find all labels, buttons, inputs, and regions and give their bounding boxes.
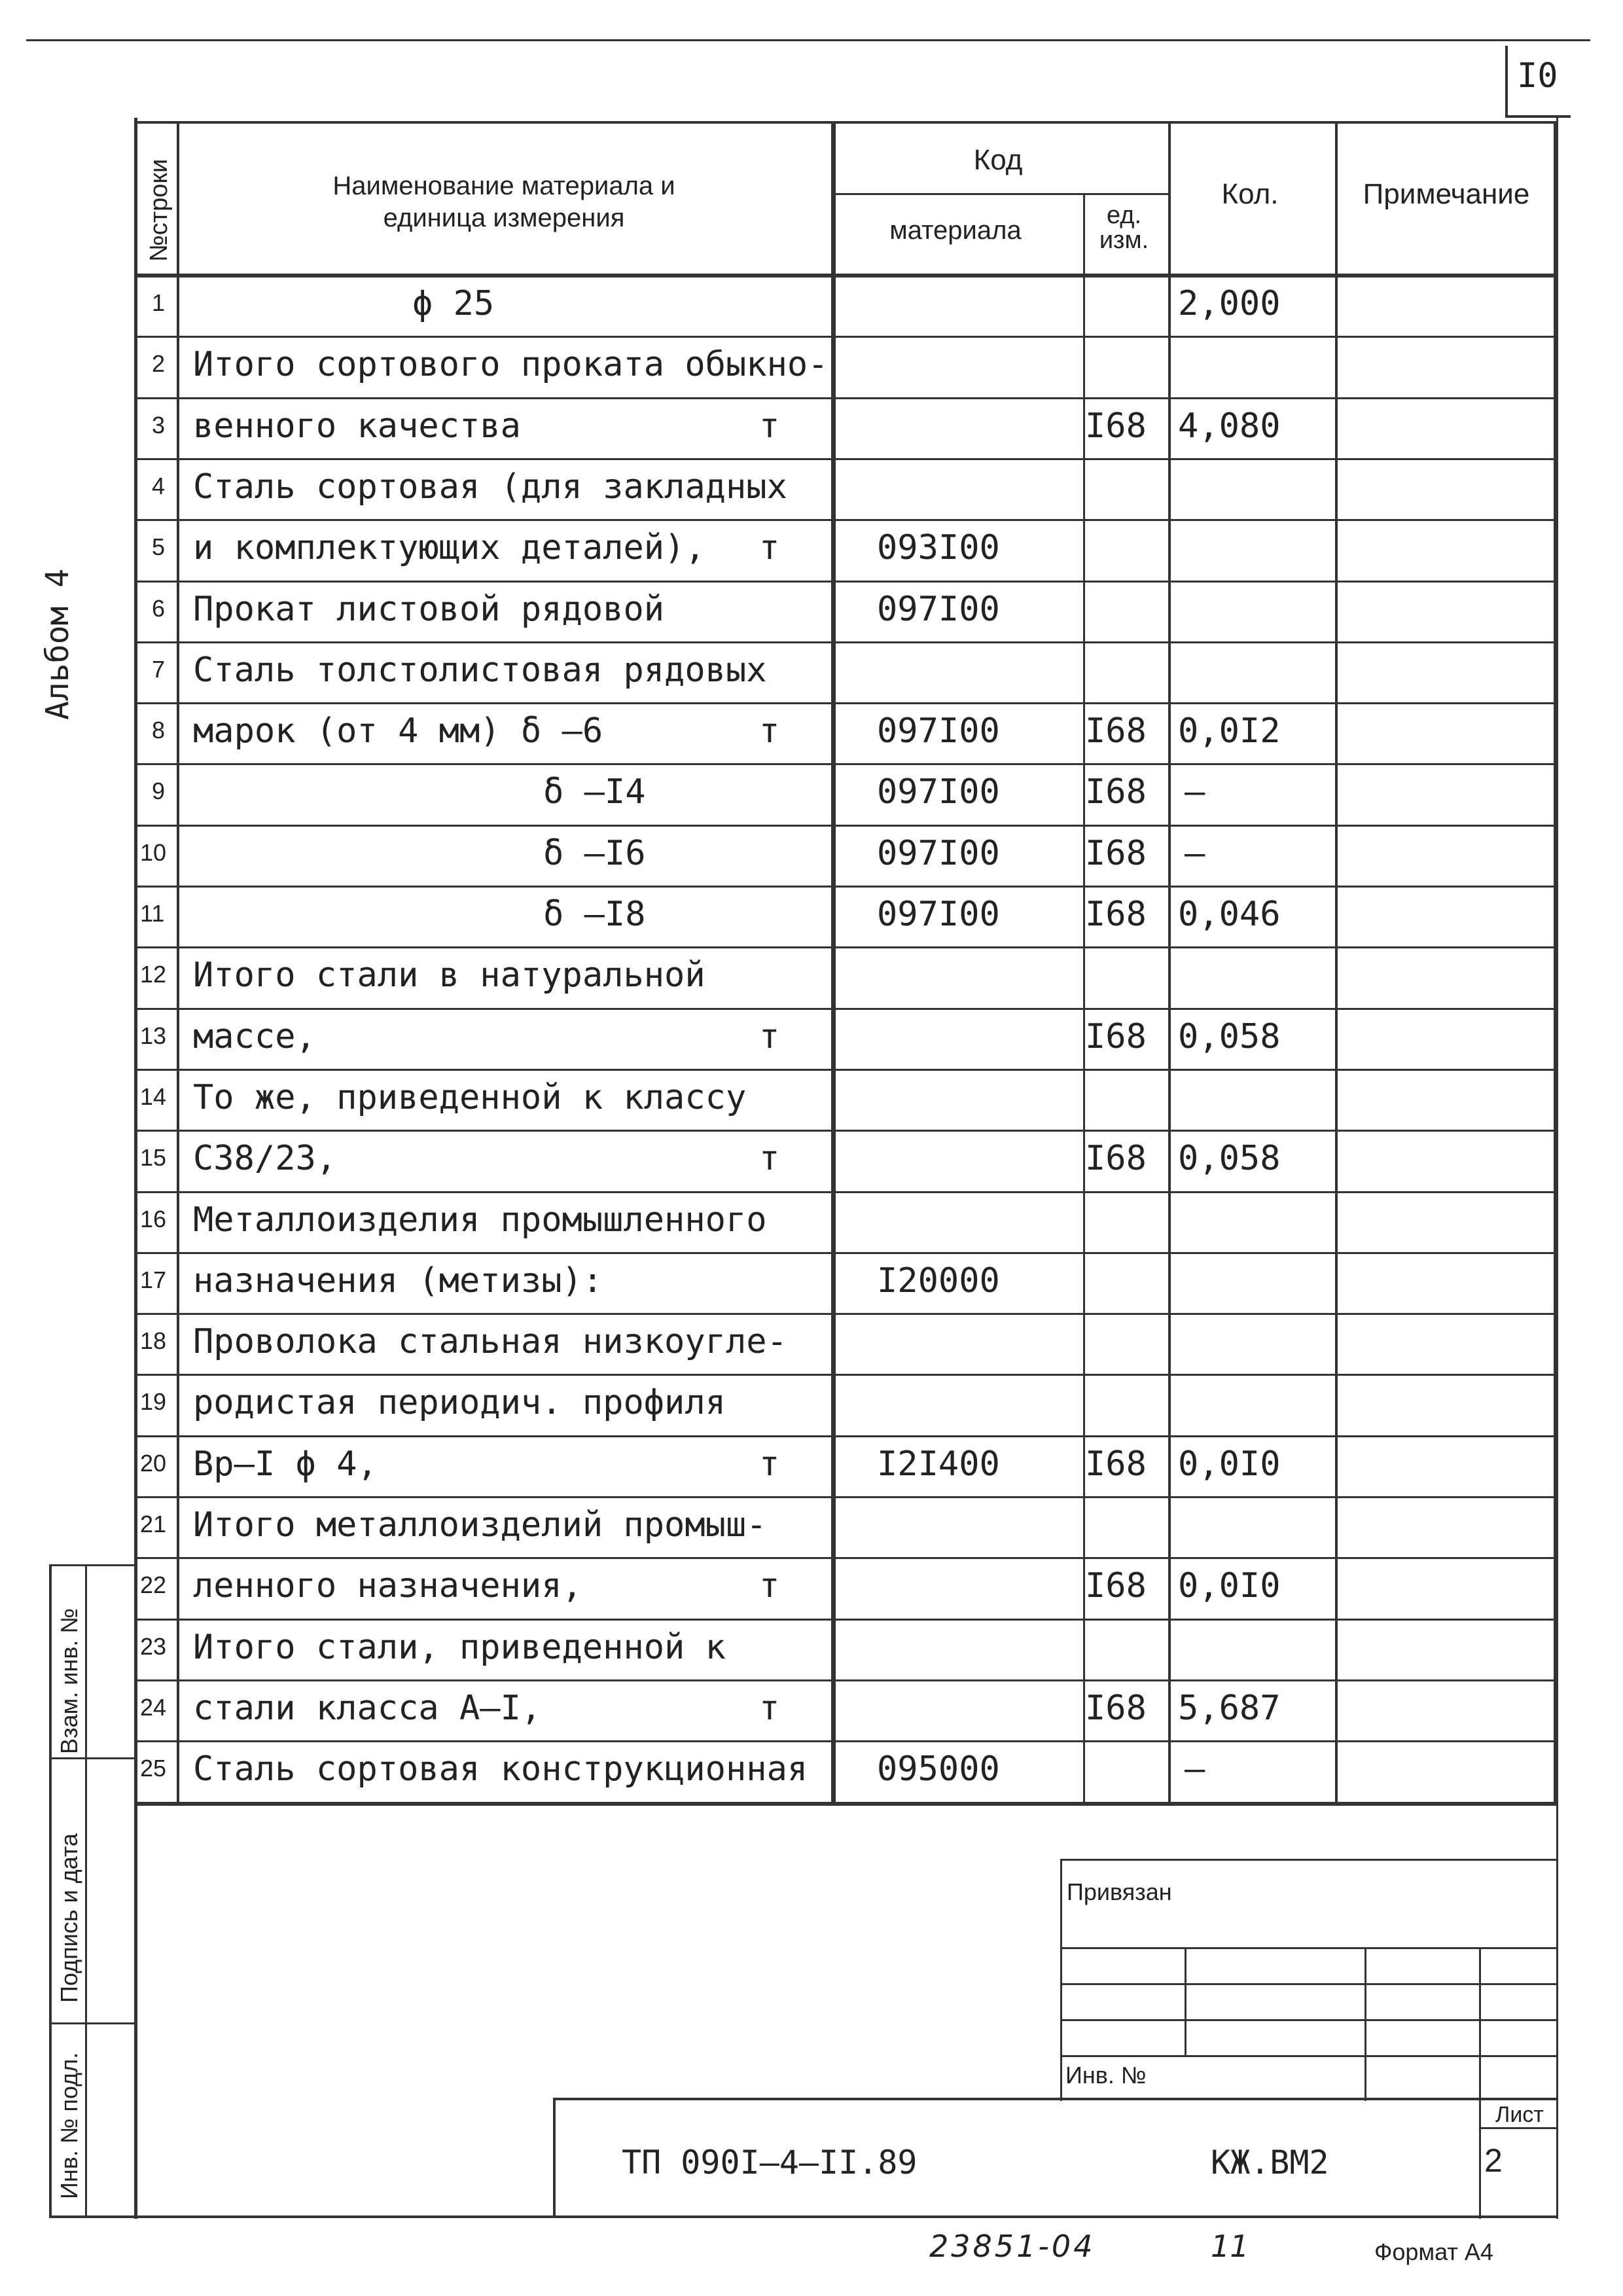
stamp-main-left [553,2098,556,2215]
row-quantity: 2,000 [1178,284,1281,323]
row-unit-suffix: т [759,1566,780,1606]
row-number: 14 [140,1083,167,1110]
row-name: Сталь сортовая (для закладных [193,467,787,507]
row-name: Сталь сортовая конструкционная [193,1749,808,1789]
header-name [180,171,828,233]
row-name: Итого стали, приведенной к [193,1627,726,1667]
stamp-line-2 [1060,1983,1558,1985]
row-unit-code: I68 [1085,1139,1147,1179]
row-unit-code: I68 [1085,1016,1147,1056]
side-split-1 [49,1757,137,1759]
row-quantity: 5,687 [1178,1688,1281,1728]
row-number: 25 [140,1755,167,1782]
side-sign-label: Подпись и дата [56,1833,82,2003]
row-number: 16 [140,1205,167,1232]
footer-format: Формат А4 [1374,2238,1493,2265]
row-name: Проволока стальная низкоугле- [193,1322,787,1362]
row-name: массе, [193,1016,316,1056]
row-unit-suffix: т [759,406,780,446]
grid-col-material [831,121,836,1802]
row-number: 19 [140,1388,167,1416]
row-number: 13 [140,1022,167,1049]
stamp-inv-no: Инв. № [1065,2062,1147,2089]
row-name: То же, приведенной к классу [193,1077,747,1117]
row-name: Итого сортового проката обыкно- [193,345,829,385]
row-quantity: 0,058 [1178,1139,1281,1179]
grid-row-line [137,825,1558,827]
row-name: назначения (метизы): [193,1261,603,1300]
row-number: 9 [152,778,166,805]
row-number: 8 [152,717,166,744]
side-col-left [49,1564,52,2215]
grid-row-line [137,1435,1558,1437]
row-unit-code: I68 [1085,833,1147,873]
footer-page: 11 [1211,2229,1249,2264]
row-material-code: 097I00 [877,895,1000,934]
row-number: 6 [152,594,166,622]
grid-row-line [137,1679,1558,1681]
grid-row-line [137,1191,1558,1193]
side-col-right [85,1564,87,2215]
grid-row-line [137,581,1558,583]
row-name: и комплектующих деталей), [193,528,705,568]
album-label: Альбом 4 [39,568,76,720]
row-quantity: – [1185,833,1205,873]
row-name: Сталь толстолистовая рядовых [193,650,767,690]
grid-row-line [137,1619,1558,1621]
row-number: 17 [140,1266,167,1293]
header-qty: Кол. [1221,178,1279,210]
row-name: δ –I8 [543,895,646,934]
header-material: материала [889,216,1022,245]
header-name-line1: Наименование материала и [332,171,675,200]
grid-row-line [137,1313,1558,1315]
row-unit-code: I68 [1085,772,1147,812]
header-unit [1083,203,1165,253]
footer-code: 23851-04 [929,2229,1096,2264]
page-number: I0 [1517,56,1558,96]
row-number: 24 [140,1693,167,1721]
stamp-col-1 [1185,1947,1186,2055]
stamp-line-1 [1060,1947,1558,1949]
stamp-col-2 [1364,1947,1366,2101]
row-name: родистая периодич. профиля [193,1383,726,1423]
header-row-number-label: №строки [145,158,173,262]
row-material-code: 097I00 [877,772,1000,812]
row-unit-code: I68 [1085,1444,1147,1484]
row-material-code: I20000 [877,1261,1000,1300]
header-unit-line2: изм. [1099,226,1149,254]
row-quantity: 0,0I0 [1178,1566,1281,1606]
row-number: 12 [140,961,167,988]
grid-row-line [137,1069,1558,1071]
row-number: 11 [140,900,165,927]
grid-row-line [137,397,1558,399]
grid-col-note [1335,121,1338,1802]
header-note: Примечание [1363,178,1530,210]
grid-col-right [1554,121,1558,1802]
side-inv-label: Инв. № подл. [56,2052,82,2199]
stamp-top [1060,1859,1558,1861]
stamp-line-4 [1060,2055,1558,2057]
side-bottom [49,2215,137,2218]
grid-row-line [137,1496,1558,1498]
row-quantity: 0,046 [1178,895,1281,934]
row-unit-suffix: т [759,1444,780,1484]
row-name: Прокат листовой рядовой [193,589,665,629]
grid-top [137,121,1558,124]
row-material-code: 097I00 [877,711,1000,751]
grid-table-bottom [137,1802,1558,1806]
stamp-doc-mark: КЖ.ВМ2 [1211,2144,1329,2181]
row-name: δ –I4 [543,772,646,812]
stamp-doc-code: ТП 090I–4–II.89 [622,2144,918,2181]
row-unit-code: I68 [1085,711,1147,751]
row-unit-code: I68 [1085,1688,1147,1728]
grid-row-line [137,1374,1558,1376]
row-unit-suffix: т [759,528,780,568]
frame-left-border [134,118,137,2219]
grid-row-line [137,1008,1558,1010]
row-number: 4 [152,472,166,499]
grid-row-line [137,641,1558,643]
row-name: Металлоизделия промышленного [193,1200,767,1240]
stamp-line-3 [1060,2019,1558,2021]
grid-col-rownum [177,121,179,1802]
top-rule [26,39,1590,41]
grid-row-line [137,336,1558,338]
stamp-col-3 [1479,1947,1481,2219]
row-name: марок (от 4 мм) δ –6 [193,711,603,751]
grid-row-line [137,946,1558,948]
row-number: 20 [140,1449,167,1477]
row-number: 18 [140,1327,167,1355]
row-unit-suffix: т [759,1016,780,1056]
header-name-line2: единица измерения [383,204,625,232]
grid-row-line [137,1557,1558,1559]
header-unit-line1: ед. [1106,202,1142,229]
grid-row-line [137,763,1558,765]
side-split-2 [49,2022,137,2024]
row-quantity: 4,080 [1178,406,1281,446]
row-quantity: – [1185,772,1205,812]
row-quantity: 0,0I0 [1178,1444,1281,1484]
row-quantity: 0,0I2 [1178,711,1281,751]
row-name: Итого стали в натуральной [193,956,705,996]
grid-row-line [137,1252,1558,1254]
row-number: 15 [140,1144,167,1172]
row-number: 5 [152,533,166,561]
row-name: δ –I6 [543,833,646,873]
row-name: венного качества [193,406,521,446]
row-name: С38/23, [193,1139,337,1179]
row-number: 10 [140,838,167,866]
row-number: 22 [140,1571,167,1599]
row-unit-suffix: т [759,1688,780,1728]
stamp-main-top [553,2098,1558,2100]
grid-row-line [137,1130,1558,1132]
grid-header-bottom [137,274,1558,278]
row-number: 1 [152,289,166,316]
row-name: Вр–I ϕ 4, [193,1444,378,1484]
row-quantity: 0,058 [1178,1016,1281,1056]
row-number: 23 [140,1632,167,1660]
row-name: ϕ 25 [412,284,495,323]
grid-row-line [137,702,1558,704]
grid-row-line [137,458,1558,460]
row-material-code: I2I400 [877,1444,1000,1484]
row-number: 3 [152,411,166,439]
stamp-sheet-label: Лист [1495,2102,1544,2127]
row-name: Итого металлоизделий промыш- [193,1505,767,1545]
row-material-code: 095000 [877,1749,1000,1789]
grid-code-split [831,193,1168,195]
frame-bottom-border [134,2215,1558,2218]
row-unit-code: I68 [1085,895,1147,934]
row-name: стали класса А–I, [193,1688,542,1728]
stamp-sheet: 2 [1484,2142,1503,2179]
grid-row-line [137,1740,1558,1742]
row-number: 2 [152,350,166,378]
grid-row-line [137,886,1558,888]
row-quantity: – [1185,1749,1205,1789]
row-unit-suffix: т [759,711,780,751]
stamp-linked: Привязан [1067,1878,1172,1905]
row-number: 21 [140,1511,167,1537]
row-unit-code: I68 [1085,406,1147,446]
grid-col-qty [1168,121,1171,1802]
grid-row-line [137,519,1558,521]
row-unit-code: I68 [1085,1566,1147,1606]
row-number: 7 [152,655,166,683]
row-material-code: 097I00 [877,833,1000,873]
side-vzam-label: Взам. инв. № [56,1607,82,1754]
header-code: Код [973,144,1023,176]
stamp-left [1060,1859,1062,2101]
row-material-code: 093I00 [877,528,1000,568]
row-name: ленного назначения, [193,1566,582,1606]
side-top [49,1564,137,1566]
row-material-code: 097I00 [877,589,1000,629]
row-unit-suffix: т [759,1139,780,1179]
